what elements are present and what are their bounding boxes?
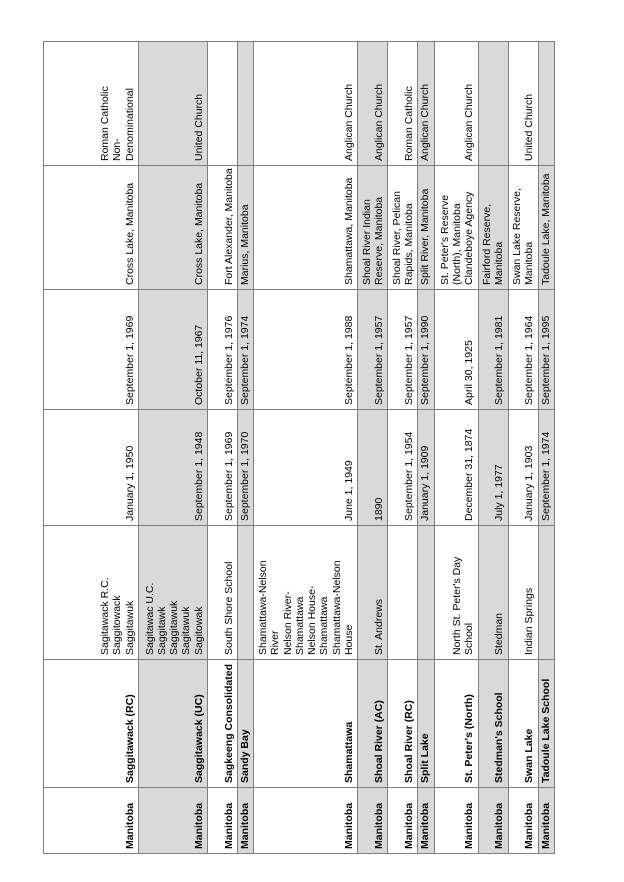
other-names-cell [538, 526, 554, 660]
cell-line: Sagitawac U.C. [143, 582, 156, 655]
cell-line: (North), Manitoba [451, 203, 463, 285]
table-row [478, 42, 508, 854]
location-cell [388, 166, 418, 290]
cell-line: Non- [111, 138, 124, 161]
school-name-cell: Swan Lake [508, 660, 538, 788]
cell-line: River [269, 630, 282, 655]
location-cell [478, 166, 508, 290]
table-row [238, 42, 254, 854]
other-names-cell [358, 526, 388, 660]
cell-line: Roman Catholic [403, 86, 415, 161]
other-names-cell [478, 526, 508, 660]
cell-line: Saggitawuk [168, 600, 181, 655]
cell-line: Shamattawa, Manitoba [343, 177, 355, 285]
province-cell: Manitoba [508, 788, 538, 854]
other-names-cell [44, 526, 139, 660]
location-cell [238, 166, 254, 290]
cell-line: School [463, 622, 476, 655]
cell-line: Shoal River, Pelican [390, 191, 403, 285]
cell-line: Rapids, Manitoba [403, 203, 415, 285]
location-cell [208, 166, 238, 290]
religious-entity-cell [478, 42, 508, 166]
religious-entity-cell [44, 42, 139, 166]
cell-line: Shamattawa-Nelson [330, 560, 343, 655]
cell-line: Sagitawack R.C. [99, 577, 112, 655]
cell-line: Shoal River Indian [360, 199, 373, 285]
table-row [538, 42, 554, 854]
location-cell [418, 166, 434, 290]
cell-line: Cross Lake, Manitoba [192, 182, 205, 285]
school-name-cell: Split Lake [418, 660, 434, 788]
opened-date-cell: January 1, 1909 [418, 410, 434, 526]
cell-line: Manitoba [523, 241, 536, 285]
school-name-cell: Shamattawa [254, 660, 358, 788]
religious-entity-cell [208, 42, 238, 166]
province-cell: Manitoba [478, 788, 508, 854]
location-cell [434, 166, 478, 290]
other-names-cell [254, 526, 358, 660]
cell-line: Anglican Church [343, 83, 355, 161]
cell-line: Saggitawuk [123, 600, 136, 655]
opened-date-cell: January 1, 1950 [44, 410, 139, 526]
cell-line: Swan Lake Reserve, [511, 188, 523, 285]
table-row [418, 42, 434, 854]
province-cell: Manitoba [254, 788, 358, 854]
opened-date-cell: January 1, 1903 [508, 410, 538, 526]
cell-line: Manitoba [493, 241, 506, 285]
cell-line: North St. Peter's Day [451, 556, 463, 655]
school-name-cell: Saggitawack (UC) [139, 660, 208, 788]
cell-line: Roman Catholic [99, 86, 112, 161]
closed-date-cell: September 1, 1981 [478, 290, 508, 410]
cell-line: Split River, Manitoba [419, 188, 432, 285]
opened-date-cell: September 1, 1948 [139, 410, 208, 526]
opened-date-cell: September 1, 1974 [538, 410, 554, 526]
province-cell: Manitoba [208, 788, 238, 854]
school-name-cell: Saggitawack (RC) [44, 660, 139, 788]
table-row [434, 42, 478, 854]
table-body [44, 42, 555, 854]
cell-line: Anglican Church [373, 83, 385, 161]
cell-line: Nelson House- [306, 585, 319, 655]
other-names-cell [208, 526, 238, 660]
province-cell: Manitoba [238, 788, 254, 854]
closed-date-cell: September 1, 1964 [508, 290, 538, 410]
religious-entity-cell [508, 42, 538, 166]
other-names-cell [508, 526, 538, 660]
table-row [208, 42, 238, 854]
school-name-cell: Sandy Bay [238, 660, 254, 788]
cell-line: Stedman [493, 612, 506, 655]
cell-line: Shamattawa [318, 596, 331, 655]
cell-line: Anglican Church [463, 83, 476, 161]
province-cell: Manitoba [44, 788, 139, 854]
school-table-container [43, 42, 552, 854]
closed-date-cell: September 1, 1990 [418, 290, 434, 410]
other-names-cell [418, 526, 434, 660]
closed-date-cell: September 1, 1957 [358, 290, 388, 410]
closed-date-cell: September 1, 1969 [44, 290, 139, 410]
province-cell: Manitoba [388, 788, 418, 854]
religious-entity-cell [538, 42, 554, 166]
opened-date-cell: 1890 [358, 410, 388, 526]
cell-line: Cross Lake, Manitoba [123, 182, 136, 285]
cell-line: St. Peter's Reserve [438, 194, 451, 285]
cell-line: United Church [192, 93, 205, 161]
cell-line: Marius, Manitoba [239, 204, 251, 285]
cell-line: Saggitawk [155, 606, 168, 655]
school-name-cell: Sagkeeng Consolidated [208, 660, 238, 788]
closed-date-cell: October 11, 1967 [139, 290, 208, 410]
closed-date-cell: September 1, 1976 [208, 290, 238, 410]
table-row [44, 42, 139, 854]
other-names-cell [388, 526, 418, 660]
closed-date-cell: September 1, 1995 [538, 290, 554, 410]
province-cell: Manitoba [139, 788, 208, 854]
cell-line: Shamattawa-Nelson [256, 560, 269, 655]
table-row [139, 42, 208, 854]
cell-line: Fort Alexander, Manitoba [222, 168, 235, 285]
cell-line: Nelson River- [281, 591, 294, 655]
rotated-page [43, 42, 552, 854]
closed-date-cell: September 1, 1988 [254, 290, 358, 410]
cell-line: House [343, 624, 355, 655]
closed-date-cell: September 1, 1974 [238, 290, 254, 410]
province-cell: Manitoba [418, 788, 434, 854]
location-cell [358, 166, 388, 290]
location-cell [508, 166, 538, 290]
cell-line: South Shore School [222, 561, 235, 655]
location-cell [254, 166, 358, 290]
cell-line: Fairford Reserve, [481, 203, 493, 285]
opened-date-cell: September 1, 1970 [238, 410, 254, 526]
school-name-cell: Tadoule Lake School [538, 660, 554, 788]
religious-entity-cell [139, 42, 208, 166]
religious-entity-cell [434, 42, 478, 166]
opened-date-cell: December 31, 1874 [434, 410, 478, 526]
opened-date-cell: September 1, 1969 [208, 410, 238, 526]
closed-date-cell: September 1, 1957 [388, 290, 418, 410]
table-row [388, 42, 418, 854]
residential-schools-table [43, 41, 555, 854]
other-names-cell [238, 526, 254, 660]
opened-date-cell: September 1, 1954 [388, 410, 418, 526]
school-name-cell: Stedman's School [478, 660, 508, 788]
cell-line: Reserve, Manitoba [373, 196, 385, 285]
school-name-cell: Shoal River (RC) [388, 660, 418, 788]
other-names-cell [139, 526, 208, 660]
school-name-cell: St. Peter's (North) [434, 660, 478, 788]
school-name-cell: Shoal River (AC) [358, 660, 388, 788]
other-names-cell [434, 526, 478, 660]
cell-line: Sagitawuk [180, 606, 193, 655]
location-cell [44, 166, 139, 290]
opened-date-cell: July 1, 1977 [478, 410, 508, 526]
province-cell: Manitoba [538, 788, 554, 854]
location-cell [139, 166, 208, 290]
cell-line: Denominational [123, 88, 136, 161]
opened-date-cell: June 1, 1949 [254, 410, 358, 526]
closed-date-cell: April 30, 1925 [434, 290, 478, 410]
religious-entity-cell [358, 42, 388, 166]
cell-line: United Church [523, 93, 536, 161]
cell-line: St. Andrews [373, 598, 385, 655]
location-cell [538, 166, 554, 290]
cell-line: Clandeboye Agency [463, 191, 476, 285]
cell-line: Sagitowak [192, 606, 205, 655]
cell-line: Shamattawa [293, 596, 306, 655]
cell-line: Anglican Church [419, 83, 432, 161]
religious-entity-cell [254, 42, 358, 166]
province-cell: Manitoba [434, 788, 478, 854]
table-row [508, 42, 538, 854]
cell-line: Saggitowack [111, 595, 124, 655]
province-cell: Manitoba [358, 788, 388, 854]
cell-line: Indian Springs [523, 587, 536, 655]
table-row [358, 42, 388, 854]
table-row [254, 42, 358, 854]
religious-entity-cell [388, 42, 418, 166]
religious-entity-cell [238, 42, 254, 166]
religious-entity-cell [418, 42, 434, 166]
cell-line: Tadoule Lake, Manitoba [539, 173, 552, 285]
